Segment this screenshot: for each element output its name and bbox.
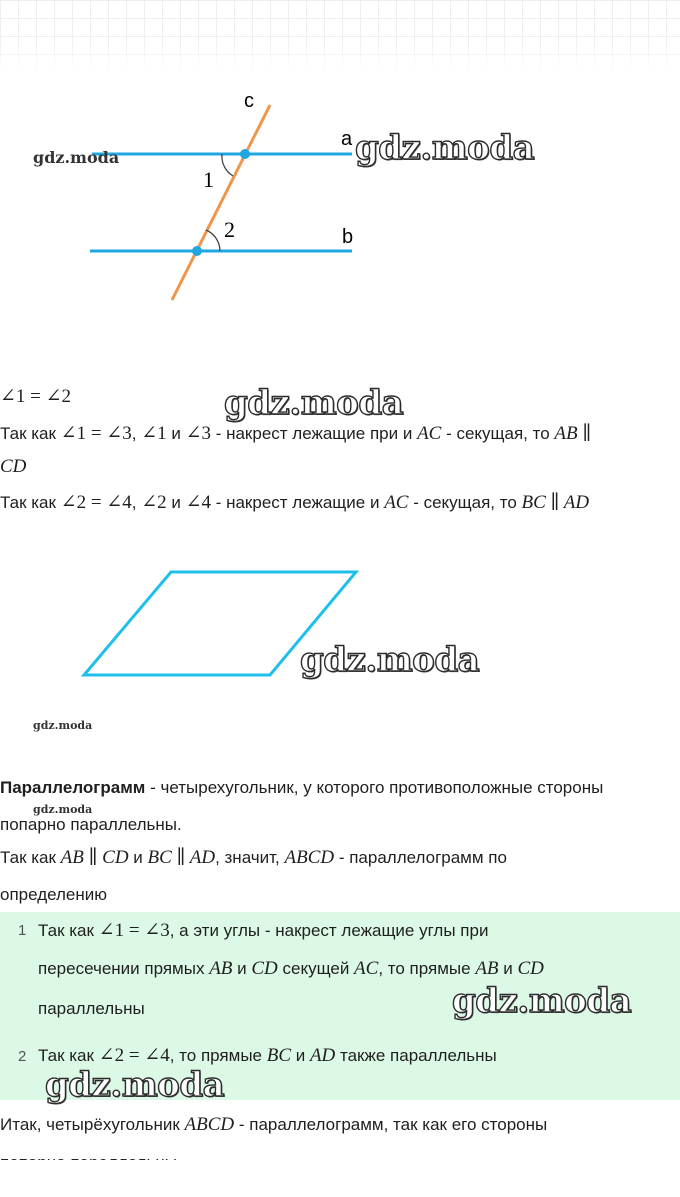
reasoning-line-1-cont: CD — [0, 456, 27, 477]
watermark: gdz.moda — [45, 1065, 225, 1105]
list-item-1-line-2: пересечении прямых AB и CD секущей AC, то прямые AB и CD — [38, 958, 544, 979]
list-item-number: 2 — [18, 1048, 27, 1065]
reasoning-line-1: Так как ∠1 = ∠3, ∠1 и ∠3 - накрест лежащие при и AC - секущая, то AB ∥ — [0, 423, 592, 444]
final-conclusion: Итак, четырёхугольник ABCD - параллелограмм, так как его стороны — [0, 1114, 548, 1135]
secant-c — [172, 105, 270, 300]
angle-2-label: 2 — [224, 217, 235, 242]
watermark: gdz.moda — [452, 981, 632, 1021]
watermark-small: gdz.moda — [33, 148, 120, 167]
page-bottom-mask — [0, 1160, 680, 1197]
definition-line-1: Параллелограмм - четырехугольник, у которого противоположные стороны — [0, 778, 604, 797]
watermark: gdz.moda — [224, 383, 404, 423]
list-item-number: 1 — [18, 922, 27, 939]
list-item-2: Так как ∠2 = ∠4, то прямые BC и AD также параллельны — [38, 1045, 497, 1066]
angle-1-label: 1 — [203, 167, 214, 192]
intersection-point-b — [192, 246, 202, 256]
angle-2-arc — [206, 230, 220, 251]
equation-angles: ∠1 = ∠2 — [0, 386, 72, 407]
watermark: gdz.moda — [300, 640, 480, 680]
list-item-1-line-1: Так как ∠1 = ∠3, а эти углы - накрест лежащие углы при — [38, 920, 489, 941]
list-item-1-line-3: параллельны — [38, 999, 145, 1018]
intersection-point-a — [240, 149, 250, 159]
conclusion-line-2: определению — [0, 885, 108, 904]
angle-1-arc — [222, 154, 233, 176]
label-c: c — [244, 90, 254, 112]
definition-line-2: попарно параллельны. — [0, 815, 182, 834]
watermark: gdz.moda — [355, 128, 535, 168]
reasoning-line-2: Так как ∠2 = ∠4, ∠2 и ∠4 - накрест лежащие и AC - секущая, то BC ∥ AD — [0, 492, 590, 513]
label-b: b — [342, 226, 354, 248]
label-a: a — [341, 128, 353, 150]
conclusion-line-1: Так как AB ∥ CD и BC ∥ AD, значит, ABCD - параллелограмм по — [0, 847, 507, 868]
watermark-small: gdz.moda — [33, 803, 93, 816]
watermark-small: gdz.moda — [33, 719, 93, 732]
